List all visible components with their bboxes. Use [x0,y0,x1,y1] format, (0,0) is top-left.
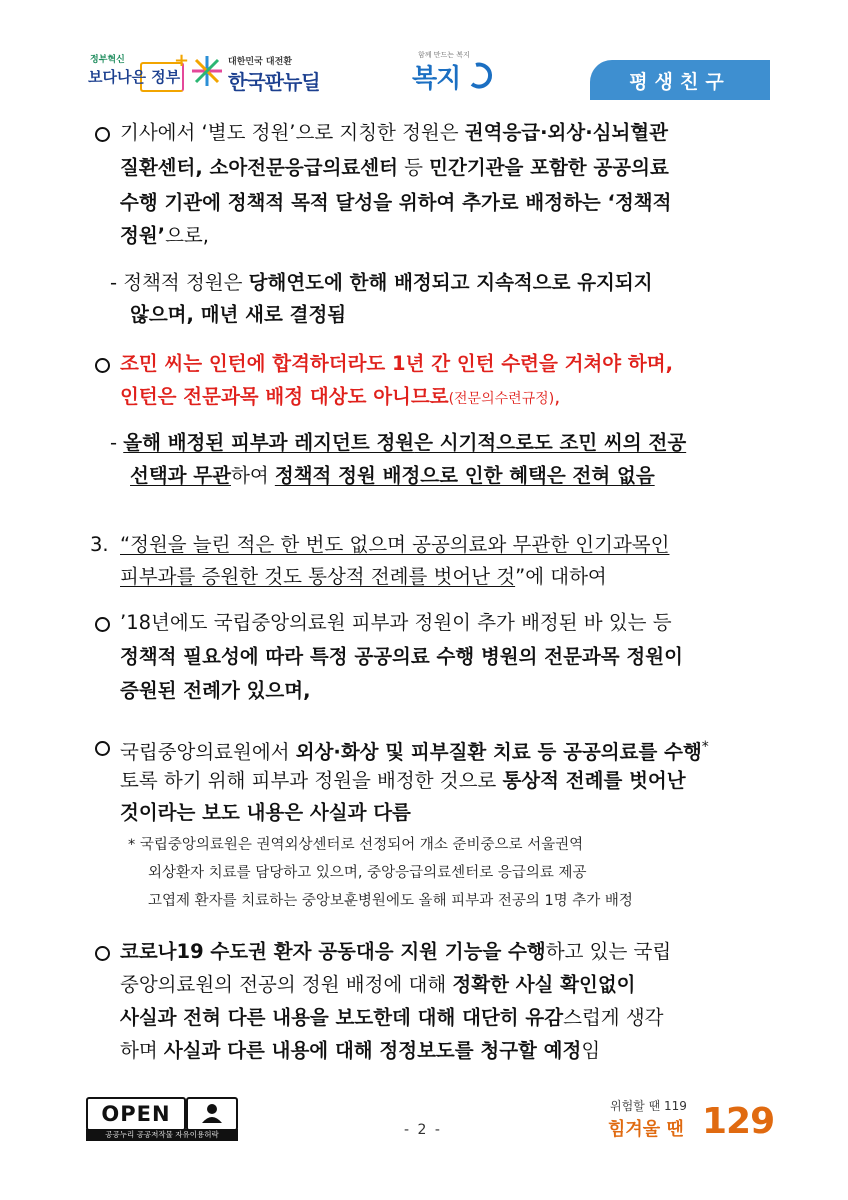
paragraph-line: 기사에서 ‘별도 정원’으로 지칭한 정원은 권역응급·외상·심뇌혈관 [120,121,668,144]
paragraph-line: 중앙의료원의 전공의 정원 배정에 대해 정확한 사실 확인없이 [120,973,636,996]
paragraph-line: - 올해 배정된 피부과 레지던트 정원은 시기적으로도 조민 씨의 전공 [110,431,687,454]
gov-logo-small-text: 정부혁신 [90,55,125,65]
paragraph-line: 정원’으로, [120,224,209,247]
paragraph-line: 선택과 무관하여 정책적 정원 배정으로 인한 혜택은 전혀 없음 [130,464,655,487]
paragraph-line: 질환센터, 소아전문응급의료센터 등 민간기관을 포함한 공공의료 [120,156,669,179]
paragraph-line: - 정책적 정원은 당해연도에 한해 배정되고 지속적으로 유지되지 [110,271,653,294]
government-innovation-logo [88,50,188,96]
paragraph-line: 하며 사실과 다른 내용에 대해 정정보도를 청구할 예정임 [120,1039,601,1062]
open-caption: 공공누리 공공저작물 자유이용허락 [86,1129,238,1141]
paragraph-line: 수행 기관에 정책적 목적 달성을 위하여 추가로 배정하는 ‘정책적 [120,191,672,214]
gov-logo-plus-icon: + [174,50,190,71]
section-3-heading: 피부과를 증원한 것도 통상적 전례를 벗어난 것”에 대하여 [120,565,607,588]
paragraph-line: 사실과 전혀 다른 내용을 보도한데 대해 대단히 유감스럽게 생각 [120,1006,664,1029]
korean-new-deal-logo [190,52,350,92]
bokjiro-text: 복지 [412,64,461,94]
hotline-number: 129 [702,1101,775,1142]
paragraph-line: 증원된 전례가 있으며, [120,679,311,702]
footnote-line: 외상환자 치료를 담당하고 있으며, 중앙응급의료센터로 응급의료 제공 [148,865,587,881]
paragraph-line: 인턴은 전문과목 배정 대상도 아니므로(전문의수련규정), [120,385,561,408]
lifelong-friend-tag: 평생친구 [590,60,770,100]
open-label: OPEN [86,1097,186,1131]
paragraph-line: 정책적 필요성에 따라 특정 공공의료 수행 병원의 전문과목 정원이 [120,645,683,668]
bullet-circle-icon [95,358,110,373]
section-3-heading: “정원을 늘린 적은 한 번도 없으며 공공의료와 무관한 인기과목인 [120,533,670,556]
paragraph-line: ’18년에도 국립중앙의료원 피부과 정원이 추가 배정된 바 있는 등 [120,611,672,634]
new-deal-sparkle-icon [190,54,224,88]
bokjiro-swoosh-icon [466,60,496,90]
paragraph-line: 않으며, 매년 새로 결정됨 [130,303,347,326]
hotline-line-1: 위험할 땐 119 [610,1099,687,1113]
hotline-129-logo [608,1095,778,1145]
new-deal-text: 한국판뉴딜 [228,70,320,94]
attribution-icon [186,1097,238,1131]
footnote-line: 고엽제 환자를 치료하는 중앙보훈병원에도 올해 피부과 전공의 1명 추가 배정 [148,893,633,909]
paragraph-line: 것이라는 보도 내용은 사실과 다름 [120,801,411,824]
section-3-number: 3. [90,533,109,556]
bullet-circle-icon [95,946,110,961]
footnote-line: * 국립중앙의료원은 권역외상센터로 선정되어 개소 준비중으로 서울권역 [128,837,584,853]
bokjiro-small-text: 함께 만드는 복지 [418,51,470,59]
new-deal-small-text: 대한민국 대전환 [228,57,292,67]
page-number: - 2 - [404,1122,442,1138]
bokjiro-logo [410,48,500,94]
bullet-circle-icon [95,617,110,632]
kogl-open-license-badge [86,1097,238,1141]
bullet-circle-icon [95,127,110,142]
gov-logo-text: 보다나은 정부 [88,68,181,86]
paragraph-line: 토록 하기 위해 피부과 정원을 배정한 것으로 통상적 전례를 벗어난 [120,769,686,792]
paragraph-line: 조민 씨는 인턴에 합격하더라도 1년 간 인턴 수련을 거쳐야 하며, [120,352,674,375]
hotline-line-2: 힘겨울 땐 [608,1119,684,1140]
paragraph-line: 국립중앙의료원에서 외상·화상 및 피부질환 치료 등 공공의료를 수행* [120,739,709,764]
paragraph-line: 코로나19 수도권 환자 공동대응 지원 기능을 수행하고 있는 국립 [120,940,672,963]
bullet-circle-icon [95,741,110,756]
